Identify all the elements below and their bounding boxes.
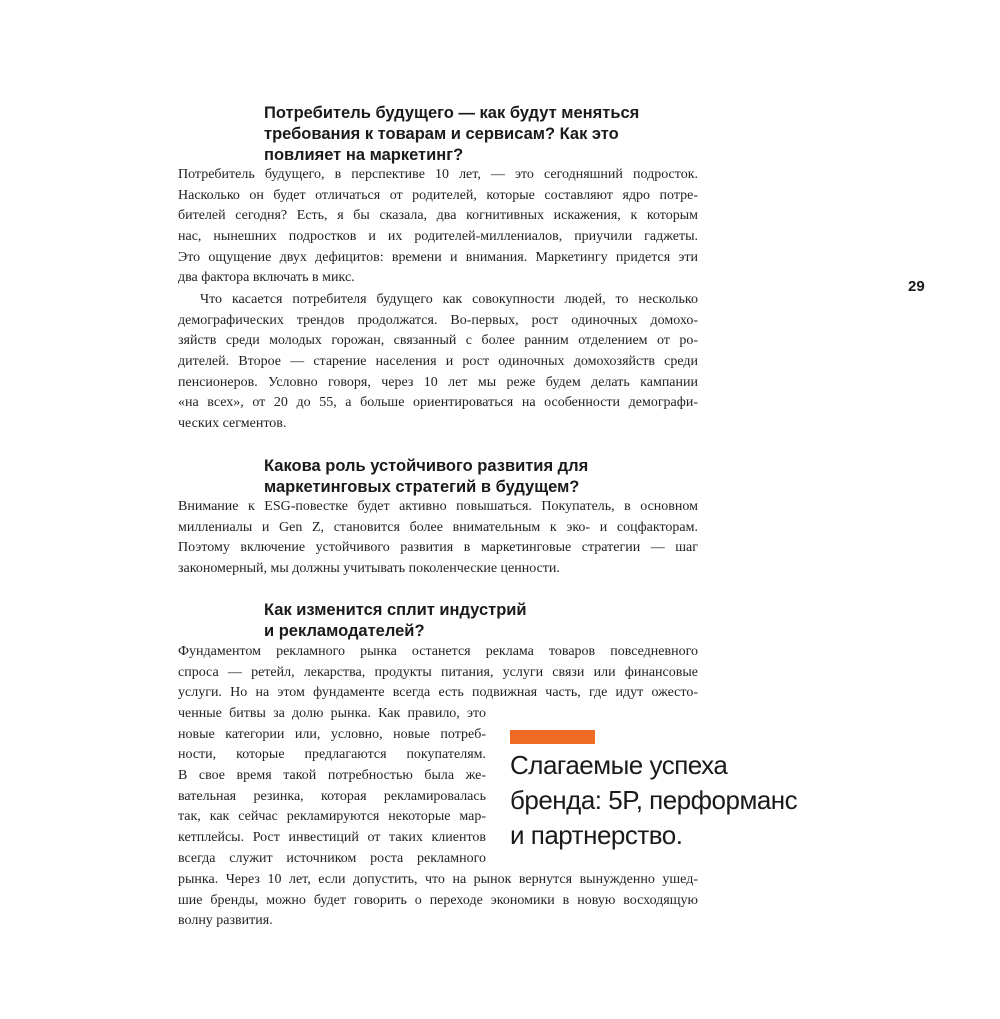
paragraph-industry-split-wrapped: ченные битвы за долю рынка. Как правило, это новые категории или, условно, новые потреб- ности, которые предлагаются покупателям. В свое время такой потребностью была же- вательная резинка, которая рекламировалась так, как сейчас рекламируются некоторые мар- кетплейсы. Рост инвестиций от таких клиентов всегда служит источником роста рекламного bbox=[178, 706, 486, 866]
page-number: 29 bbox=[908, 278, 925, 295]
section-heading-industry-split: Как изменится сплит индустрий и рекламодателей? bbox=[264, 601, 527, 640]
paragraph-future-consumer-1: Потребитель будущего, в перспективе 10 лет, — это сегодняшний подросток. Насколько он будет отличаться от родителей, которые составляют ядро потре- бителей сегодня? Есть, я бы сказала, два когнитивных искажения, к которым нас, нынешних подростков и их родителей-миллениалов, приучили гаджеты. Это ощущение двух дефицитов: времени и внимания. Маркетингу придется эти два фактора включать в микс. bbox=[178, 167, 698, 286]
section-heading-future-consumer: Потребитель будущего — как будут меняться требования к товарам и сервисам? Как это повлияет на маркетинг? bbox=[264, 104, 640, 164]
pullquote-accent-bar bbox=[510, 730, 595, 744]
paragraph-future-consumer-2: Что касается потребителя будущего как совокупности людей, то несколько демографических трендов продолжатся. Во-первых, рост одиночных домохо- зяйств среди молодых горожан, связанный с более ранним отделением от ро- дителей. Второе — старение населения и рост одиночных домохозяйств среди пенсионеров. Условно говоря, через 10 лет мы реже будем делать кампании «на всех», от 20 до 55, а больше ориентироваться на особенности демографи- ческих сегментов. bbox=[178, 292, 698, 432]
pullquote: Слагаемые успеха бренда: 5P, перформанс и партнерство. bbox=[510, 750, 798, 850]
paragraph-industry-split-end: рынка. Через 10 лет, если допустить, что на рынок вернутся вынужденно ушед- шие бренды, можно будет говорить о переходе экономики в новую восходящую волну развития. bbox=[178, 872, 698, 929]
paragraph-sustainability: Внимание к ESG-повестке будет активно повышаться. Покупатель, в основном миллениалы и Gen Z, становится более внимательным к эко- и соцфакторам. Поэтому включение устойчивого развития в маркетинговые стратегии — шаг закономерный, мы должны учитывать поколенческие ценности. bbox=[178, 499, 698, 577]
paragraph-industry-split-1: Фундаментом рекламного рынка останется реклама товаров повседневного спроса — ретейл, лекарства, продукты питания, услуги связи или финансовые услуги. Но на этом фундаменте всегда есть подвижная часть, где идут ожесто- bbox=[178, 644, 698, 701]
section-heading-sustainability: Какова роль устойчивого развития для маркетинговых стратегий в будущем? bbox=[264, 457, 589, 496]
